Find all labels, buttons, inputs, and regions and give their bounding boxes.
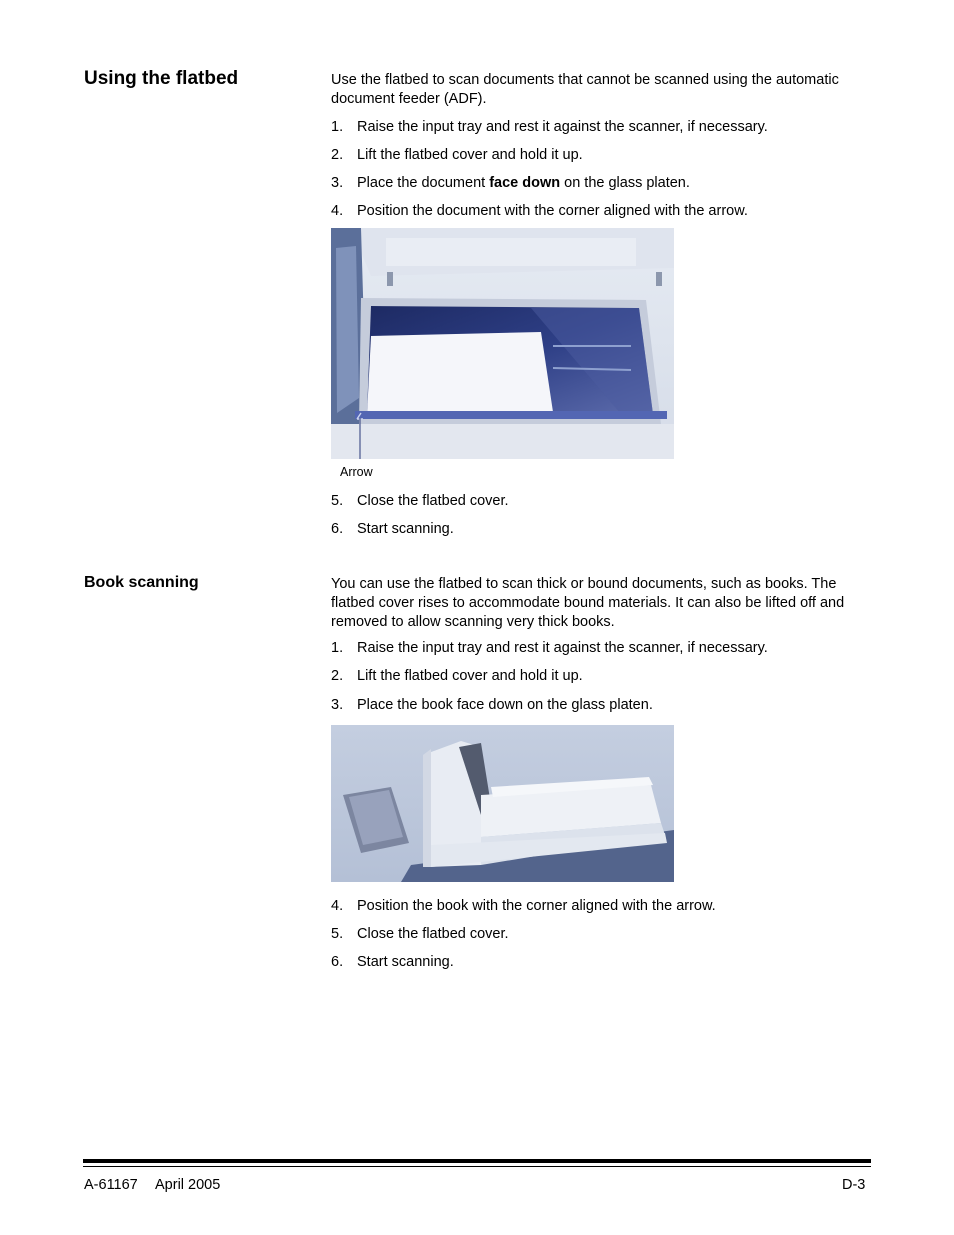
figure-caption-arrow: Arrow bbox=[340, 465, 373, 479]
section-heading-flatbed: Using the flatbed bbox=[84, 68, 239, 89]
book-intro: You can use the flatbed to scan thick or bound documents, such as books. The flatbed cover rises to accommodate bound materials. It can also be lifted off and removed to allow scanning very thick books. bbox=[331, 576, 845, 630]
flatbed-step-3: 3. Place the document face down on the glass platen. bbox=[331, 175, 690, 191]
flatbed-step-2: 2. Lift the flatbed cover and hold it up. bbox=[331, 147, 583, 163]
book-step-3: 3. Place the book face down on the glass platen. bbox=[331, 697, 653, 713]
book-step-1: 1. Raise the input tray and rest it against the scanner, if necessary. bbox=[331, 640, 768, 656]
flatbed-photo bbox=[331, 228, 674, 459]
flatbed-step-6: 6. Start scanning. bbox=[331, 521, 454, 537]
book-step-6: 6. Start scanning. bbox=[331, 954, 454, 970]
footer-rule-thin bbox=[83, 1166, 871, 1167]
footer-doc-number: A-61167 bbox=[84, 1177, 138, 1193]
flatbed-step-5: 5. Close the flatbed cover. bbox=[331, 493, 509, 509]
scanner-photo bbox=[331, 725, 674, 882]
flatbed-intro: Use the flatbed to scan documents that cannot be scanned using the automatic document feeder (ADF). bbox=[331, 72, 839, 107]
book-step-2: 2. Lift the flatbed cover and hold it up. bbox=[331, 668, 583, 684]
footer-date: April 2005 bbox=[155, 1177, 221, 1193]
flatbed-step-1: 1. Raise the input tray and rest it against the scanner, if necessary. bbox=[331, 119, 768, 135]
section-heading-book-scanning: Book scanning bbox=[84, 574, 199, 591]
footer-page-number: D-3 bbox=[842, 1177, 866, 1193]
footer-rule-thick bbox=[83, 1159, 871, 1163]
book-step-4: 4. Position the book with the corner aligned with the arrow. bbox=[331, 898, 716, 914]
book-step-5: 5. Close the flatbed cover. bbox=[331, 926, 509, 942]
flatbed-step-4: 4. Position the document with the corner aligned with the arrow. bbox=[331, 203, 748, 219]
